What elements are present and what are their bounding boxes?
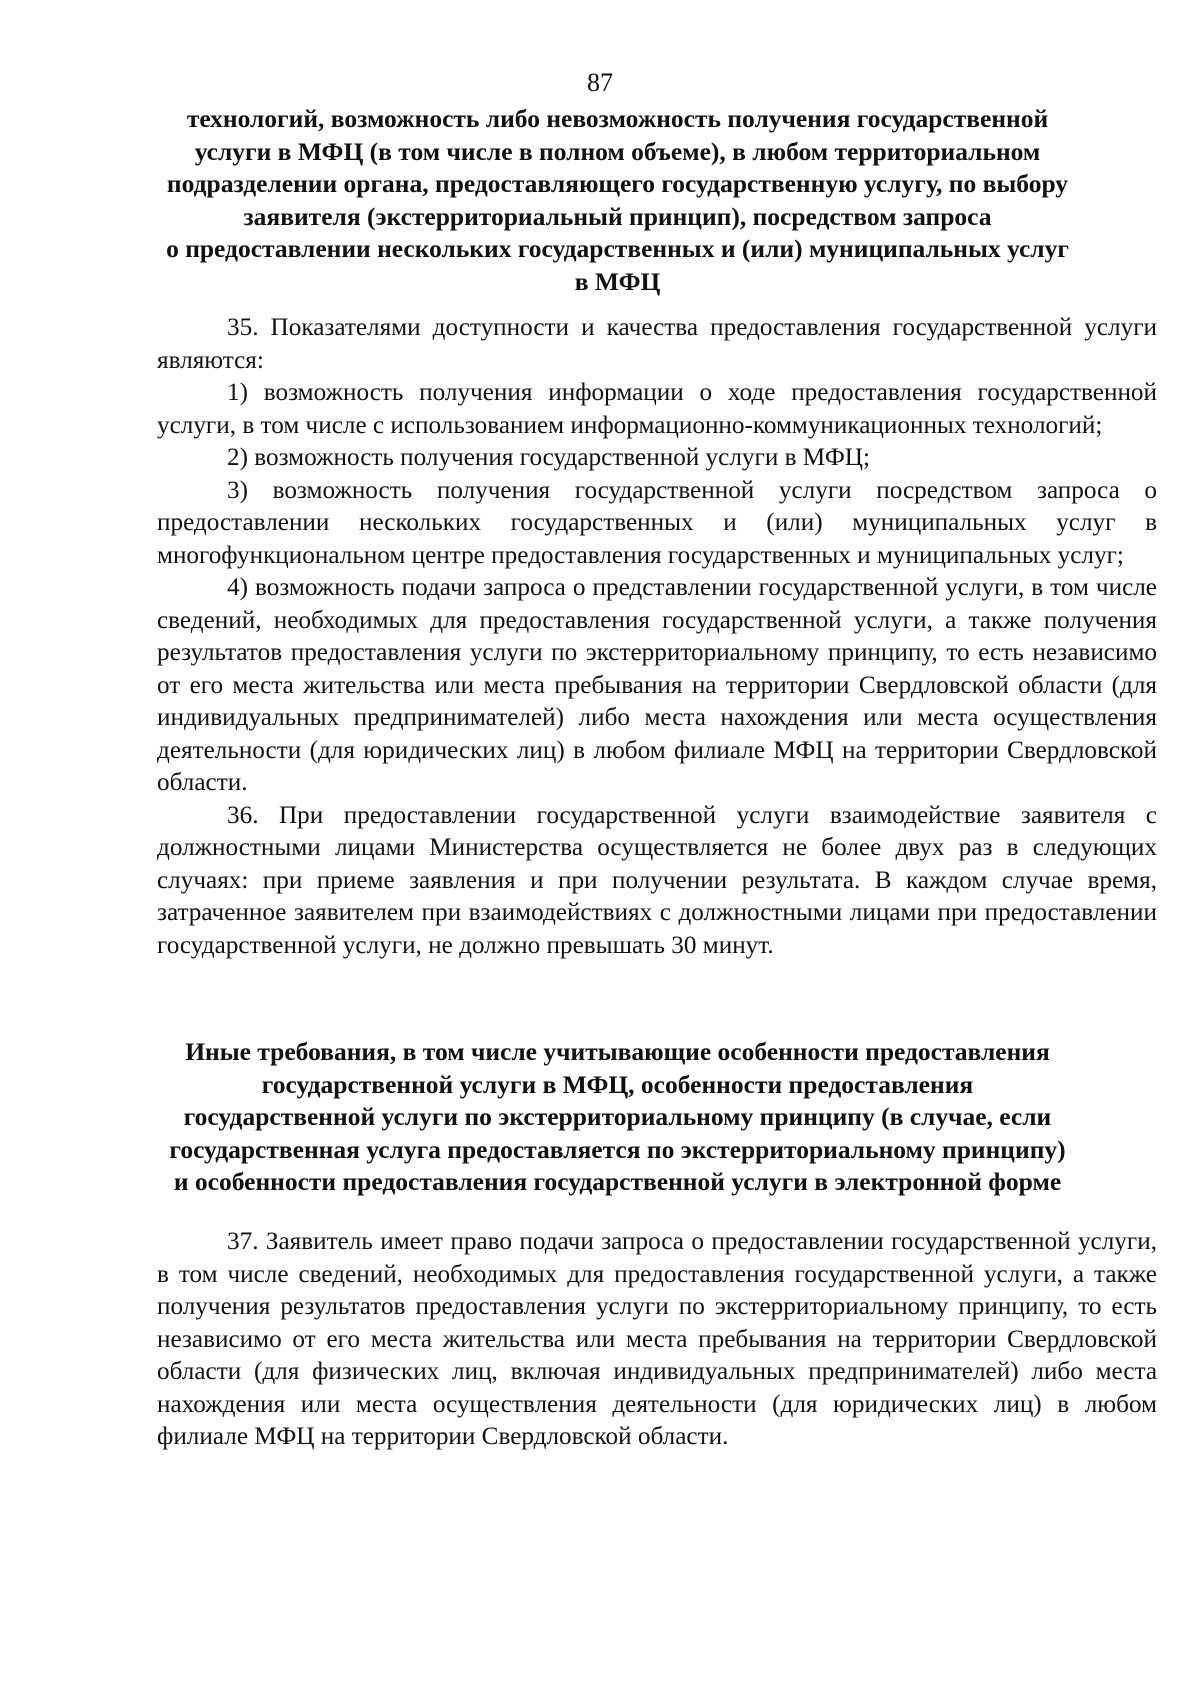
heading-line: о предоставлении нескольких государственных и (или) муниципальных услуг [166,234,1069,263]
list-item-2: 2) возможность получения государственной услуги в МФЦ; [227,444,870,471]
heading-line: технологий, возможность либо невозможность получения государственной [186,104,1049,133]
heading-line: и особенности предоставления государственной услуги в электронной форме [173,1167,1062,1196]
heading-line: государственная услуга предоставляется по экстерриториальному принципу) [169,1134,1066,1164]
heading-line: в МФЦ [574,266,661,296]
heading-line: услуги в МФЦ (в том числе в полном объеме), в любом территориальном [194,136,1041,166]
paragraph-36: 36. При предоставлении государственной услуги взаимодействие заявителя с должностными лицами Министерства осуществляется не более двух раз в следующих случаях: при приеме заявления и при получении результата. В каждом случае время, затраченное заявителем при взаимодействиях с должностными лицами при предоставлении государственной услуги, не должно превышать 30 минут. [157,801,1157,959]
heading-line: государственной услуги в МФЦ, особенности предоставления [261,1069,974,1099]
section-heading-accessibility [150,103,1085,298]
section-body-accessibility [157,312,1157,962]
section-body-other-requirements [157,1226,1157,1454]
list-item-3: 3) возможность получения государственной услуги посредством запроса о предоставлении нескольких государственных и (или) муниципальных услуг в многофункциональном центре предоставления государственных и муниципальных услуг; [157,476,1157,569]
list-item-4: 4) возможность подачи запроса о представлении государственной услуги, в том числе сведений, необходимых для предоставления государственной услуги, а также получения результатов предоставления услуги по экстерриториальному принципу, то есть независимо от его места жительства или места пребывания на территории Свердловской области (для индивидуальных предпринимателей) либо места нахождения или места осуществления деятельности (для юридических лиц) в любом филиале МФЦ на территории Свердловской области. [157,574,1157,796]
paragraph-35: 35. Показателями доступности и качества предоставления государственной услуги являются: [157,314,1157,374]
paragraph-37: 37. Заявитель имеет право подачи запроса о предоставлении государственной услуги, в том числе сведений, необходимых для предоставления государственной услуги, а также получения результатов предоставления услуги по экстерриториальному принципу, то есть независимо от его места жительства или места пребывания на территории Свердловской области (для физических лиц, включая индивидуальных предпринимателей) либо места нахождения или места осуществления деятельности (для юридических лиц) в любом филиале МФЦ на территории Свердловской области. [157,1228,1157,1450]
heading-line: государственной услуги по экстерриториальному принципу (в случае, если [183,1102,1052,1131]
section-heading-other-requirements [150,1036,1085,1199]
heading-line: подразделении органа, предоставляющего государственную услугу, по выбору [166,169,1069,198]
heading-line: заявителя (экстерриториальный принцип), посредством запроса [243,201,992,231]
page-number: 87 [587,68,613,97]
list-item-1: 1) возможность получения информации о ходе предоставления государственной услуги, в том числе с использованием информационно-коммуникационных технологий; [157,379,1157,439]
heading-line: Иные требования, в том числе учитывающие особенности предоставления [185,1037,1050,1066]
